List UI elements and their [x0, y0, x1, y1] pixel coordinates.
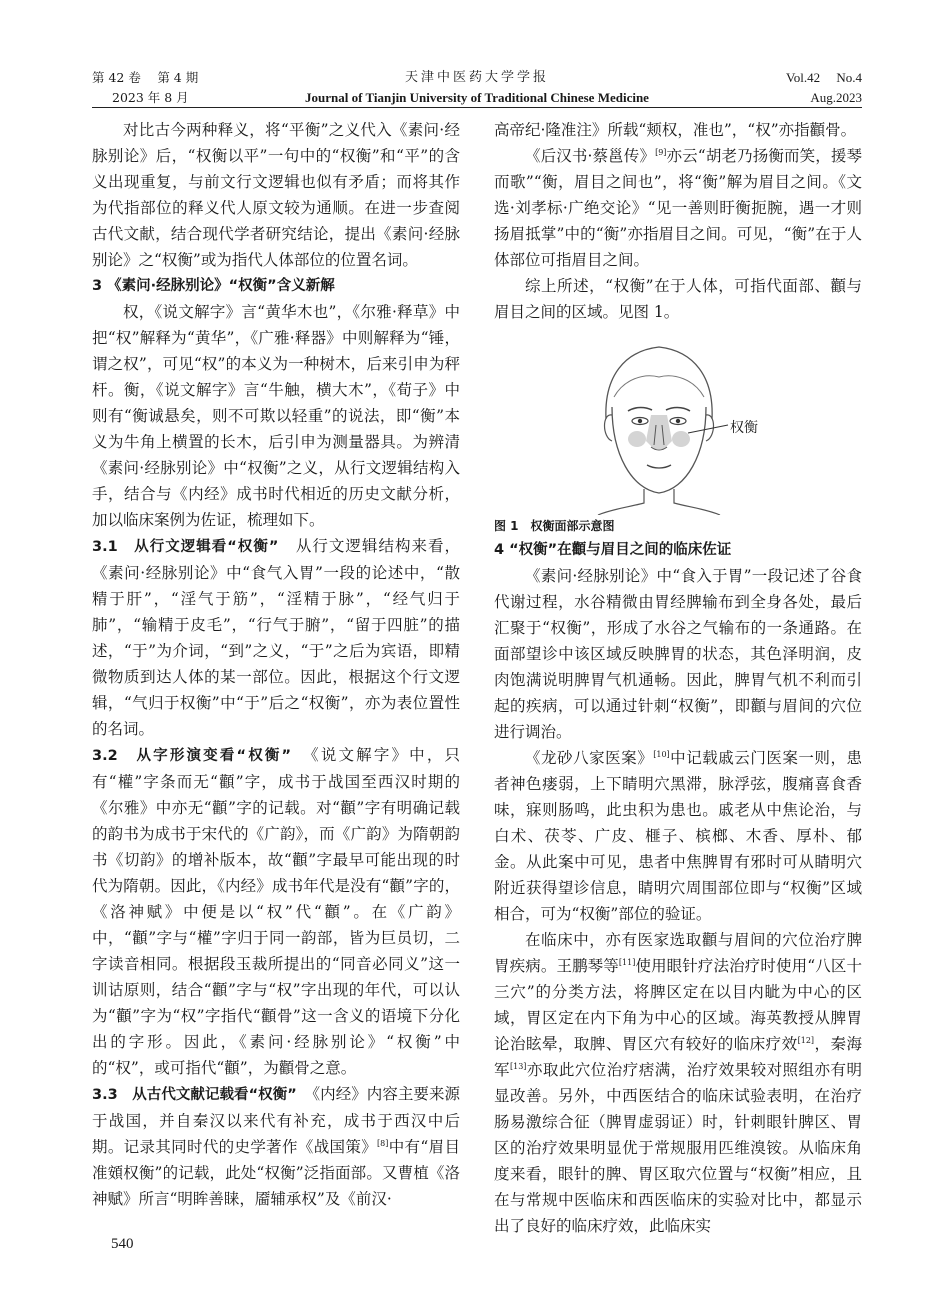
paragraph: 高帝纪·隆准注》所载“颊权，准也”，“权”亦指顴骨。	[494, 121, 857, 139]
paragraph-text: 亦取此穴位治疗痞满，治疗效果较对照组亦有明显改善。另外，中西医结合的临床试验表明，在治疗肠易激综合征（脾胃虚弱证）时，针刺眼针脾区、胃区的治疗效果明显优于常规服用匹维溴铵。从临床角度来看，眼针的脾、胃区取穴位置与“权衡”相应，且在与常规中医临床和西医临床的实验对比中，都显示出了良好的临床疗效，此临床实	[494, 1061, 862, 1235]
section-heading-3: 3 《素问·经脉别论》“权衡”含义新解	[92, 278, 335, 294]
subsection-3-1	[92, 533, 460, 742]
figure-caption: 图 1 权衡面部示意图	[494, 519, 615, 533]
neck-left	[598, 489, 644, 515]
neck-right	[674, 489, 720, 515]
citation-ref[interactable]: [9]	[655, 148, 667, 157]
header-volume-issue-en: Vol.42 No.4	[786, 70, 862, 85]
header-date-en: Aug.2023	[810, 90, 862, 105]
paragraph: 权，《说文解字》言“黄华木也”，《尔雅·释草》中把“权”解释为“黄华”，《广雅·释器》中则解释为“锤，谓之权”，可见“权”的本义为一种树木，后来引申为秤杆。衡，《说文解字》言“牛触，横大木”，《荀子》中则有“衡诚悬矣，则不可欺以轻重”的说法，即“衡”本义为牛角上横置的长木，后引申为测量器具。为辨清《素问·经脉别论》中“权衡”之义，从行文逻辑结构入手，结合与《内经》成书时代相近的历史文献分析，加以临床案例为佐证，梳理如下。	[92, 303, 460, 529]
left-pupil	[638, 419, 642, 423]
citation-ref[interactable]: [13]	[509, 1062, 527, 1071]
paragraph-text: 《内经》内容主要来源于战国，并自秦汉以来代有补充，成书于西汉中后期。记录其同时代的史学著作《战国策》	[92, 1085, 460, 1156]
running-header	[92, 68, 862, 108]
paragraph-text: 《龙砂八家医案》	[525, 749, 654, 767]
paragraph	[494, 927, 862, 1239]
paragraph-text: 在临床中，亦有医家选取顴与眉间的穴位治疗脾胃疾病。王鹏琴等	[494, 931, 862, 975]
section-heading-4: 4 “权衡”在顴与眉目之间的临床佐证	[494, 542, 732, 558]
figure-label: 权衡	[730, 420, 758, 436]
paragraph	[494, 143, 862, 273]
face-illustration	[494, 337, 862, 515]
header-journal-title-cn: 天津中医药大学学报	[404, 70, 549, 85]
paragraph-text: 中有“眉目准頞权衡”的记载，此处“权衡”泛指面部。又曹植《洛神赋》所言“明眸善睐，靥辅承权”及《前汉·	[92, 1138, 460, 1208]
subsection-heading: 3.2 从字形演变看“权衡”	[92, 748, 292, 764]
right-column	[494, 117, 862, 1239]
citation-ref[interactable]: [8]	[377, 1139, 389, 1148]
header-rule	[92, 107, 862, 108]
subsection-3-3	[92, 1081, 460, 1212]
citation-ref[interactable]: [10]	[653, 750, 670, 759]
left-cheekbone-region	[628, 431, 646, 447]
right-cheekbone-region	[672, 431, 690, 447]
citation-ref[interactable]: [12]	[797, 1036, 815, 1045]
paragraph: 《素问·经脉别论》中“食入于胃”一段记述了谷食代谢过程，水谷精微由胃经脾输布到全身各处，最后汇聚于“权衡”，形成了水谷之气输布的一条通路。在面部望诊中该区域反映脾胃的状态，其色泽明润，皮肉饱满说明脾胃气机通畅。因此，脾胃气机不利而引起的疾病，可以通过针刺“权衡”，即顴与眉间的穴位进行调治。	[494, 567, 862, 741]
subsection-heading: 3.1 从行文逻辑看“权衡”	[92, 539, 279, 555]
hairline	[614, 376, 704, 397]
figure-face-diagram	[494, 337, 862, 515]
paragraph-text: 中记载戚云门医案一则，患者神色瘘弱，上下睛明穴黑滞，脉浮弦，腹痛喜食香味，寐则肠鸣，此虫积为患也。戚老从中焦论治，与白术、茯苓、广皮、榧子、槟榔、木香、厚朴、郁金。从此案中可见，患者中焦脾胃有邪时可从睛明穴附近获得望诊信息，睛明穴周围部位即与“权衡”区域相合，可为“权衡”部位的验证。	[494, 749, 862, 923]
paragraph	[494, 745, 862, 927]
paragraph: 综上所述，“权衡”在于人体，可指代面部、顴与眉目之间的区域。见图 1。	[494, 277, 862, 321]
paragraph-text: 从行文逻辑结构来看，《素问·经脉别论》中“食气入胃”一段的论述中，“散精于肝”，“淫气于筋”，“淫精于脉”，“经气归于肺”，“输精于皮毛”，“行气于腑”，“留于四脏”的描述，“于”为介词，“到”之义，“于”之后为宾语，即精微物质到达人体的某一部位。因此，根据这个行文逻辑，“气归于权衡”中“于”后之“权衡”，亦为表位置性的名词。	[92, 537, 460, 738]
subsection-heading: 3.3 从古代文献记载看“权衡”	[92, 1087, 297, 1103]
paragraph-text: 亦云“胡老乃扬衡而笑，援琴而歌”“衡，眉目之间也”，将“衡”解为眉目之间。《文选·刘孝标·广绝交论》“见一善则盱衡扼腕，遇一才则扬眉抵掌”中的“衡”亦指眉目之间。可见，“衡”在于人体部位可指眉目之间。	[494, 147, 862, 269]
left-ear	[605, 415, 613, 441]
page-number: 540	[111, 1236, 134, 1252]
header-journal-title-en: Journal of Tianjin University of Traditional Chinese Medicine	[305, 90, 649, 105]
paragraph-text: 《后汉书·蔡邕传》	[525, 147, 656, 165]
paragraph-text: 使用眼针疗法治疗时使用“八区十三穴”的分类方法，将脾区定在以目内眦为中心的区域，胃区定在内下角为中心的区域。海英教授从脾胃论治眩晕，取脾、胃区穴有较好的临床疗效	[494, 957, 862, 1053]
header-date: 2023 年 8 月	[112, 90, 189, 105]
subsection-3-2	[92, 742, 460, 1081]
paragraph: 对比古今两种释义，将“平衡”之义代入《素问·经脉别论》后，“权衡以平”一句中的“权衡”和“平”的含义出现重复，与前文行文逻辑也似有矛盾；而将其作为代指部位的释义代人原文较为通顺。在进一步查阅古代文献，结合现代学者研究结论，提出《素问·经脉别论》之“权衡”或为指代人体部位的位置名词。	[92, 121, 460, 269]
citation-ref[interactable]: [11]	[618, 958, 636, 967]
header-volume-issue: 第 42 卷 第 4 期	[92, 70, 199, 85]
paragraph-text: 《说文解字》中，只有“權”字条而无“顴”字，成书于战国至西汉时期的《尔雅》中亦无“顴”字的记载。对“顴”字有明确记载的韵书为成书于宋代的《广韵》，而《广韵》为隋朝韵书《切韵》的增补版本，故“顴”字最早可能出现的时代为隋朝。因此，《内经》成书年代是没有“顴”字的，《洛神赋》中便是以“权”代“顴”。在《广韵》中，“顴”字与“權”字归于同一韵部，皆为巨员切，二字读音相同。根据段玉裁所提出的“同音必同义”这一训诂原则，结合“顴”字与“权”字出现的年代，可以认为“顴”字为“权”字指代“顴骨”这一含义的语境下分化出的字形。因此，《素问·经脉别论》“权衡”中的“权”，或可指代“顴”，为顴骨之意。	[92, 746, 460, 1077]
paragraph-text: ，秦海军	[494, 1035, 862, 1079]
right-pupil	[676, 419, 680, 423]
left-column	[92, 117, 460, 1212]
